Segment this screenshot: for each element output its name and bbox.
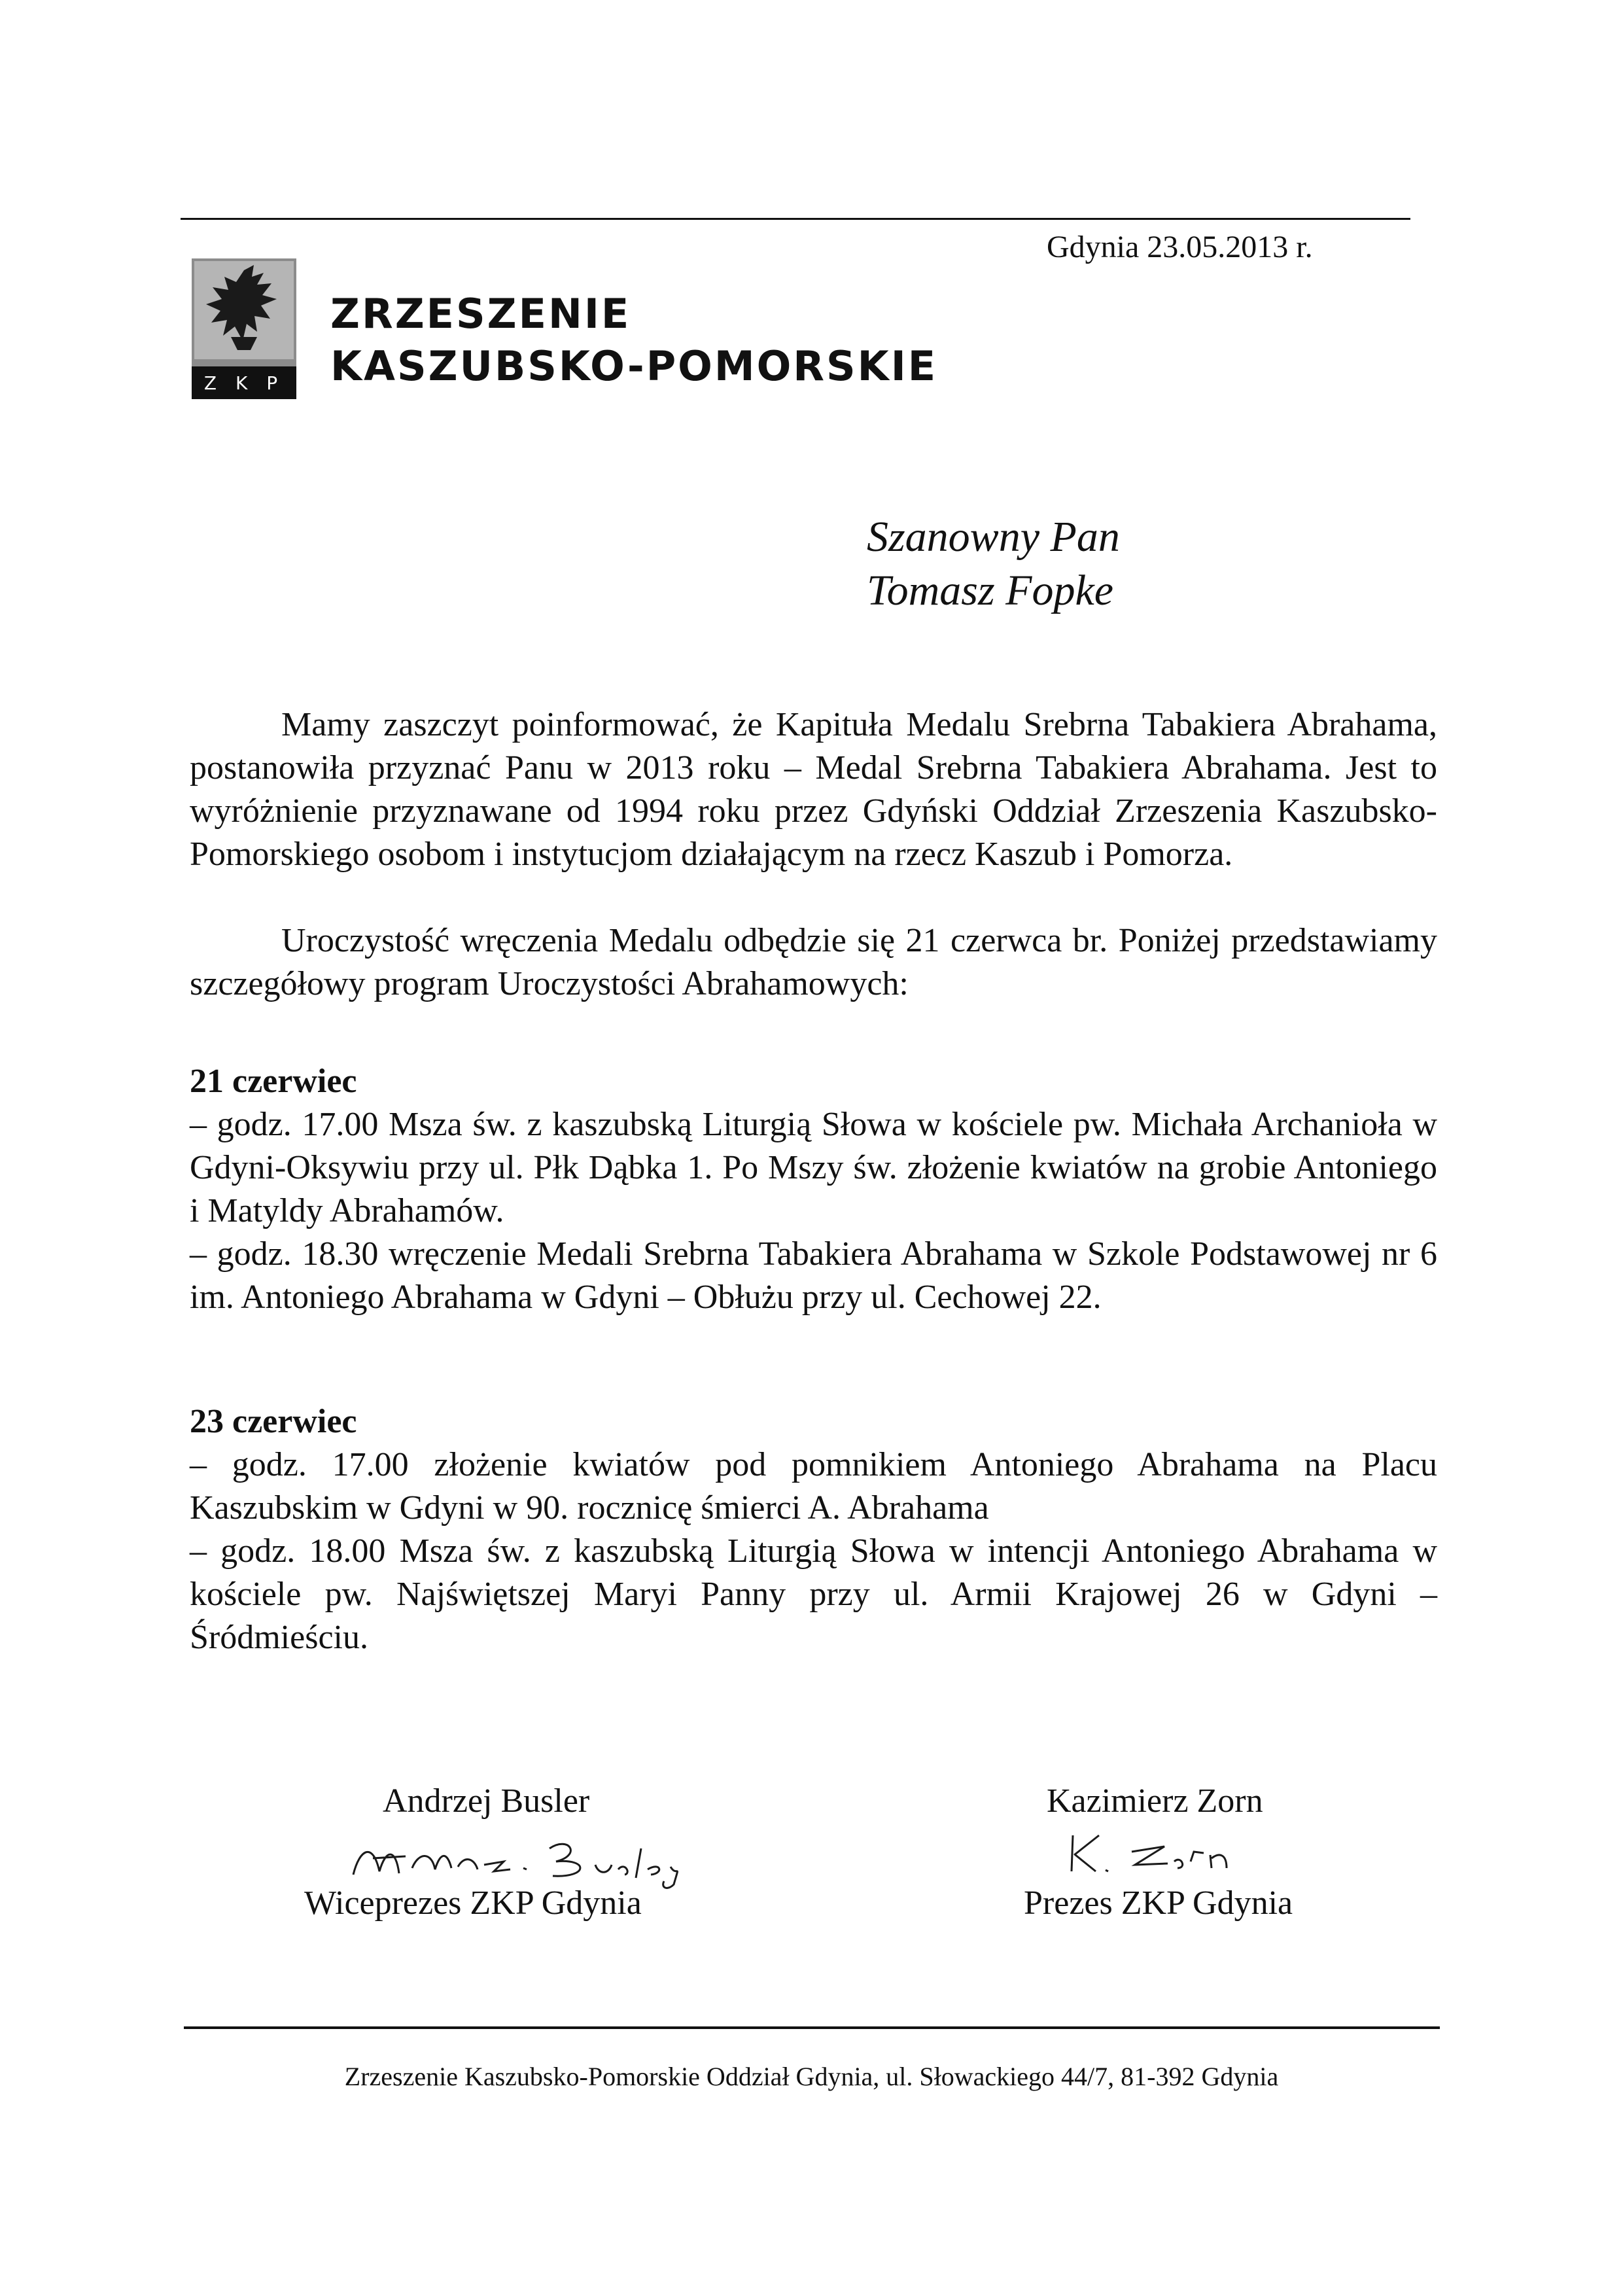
signatory-right-name: Kazimierz Zorn <box>1047 1782 1263 1820</box>
footer-address: Zrzeszenie Kaszubsko-Pomorskie Oddział Gdynia, ul. Słowackiego 44/7, 81-392 Gdynia <box>344 2062 1279 2091</box>
footer-rule <box>184 2026 1440 2029</box>
signatory-left-name: Andrzej Busler <box>383 1782 590 1820</box>
schedule-item: – godz. 18.00 Msza św. z kaszubską Liturgią Słowa w intencji Antoniego Abrahama w kościele pw. Najświętszej Maryi Panny przy ul. Armii Krajowej 26 w Gdyni – Śródmieściu. <box>190 1532 1437 1656</box>
header-rule <box>181 218 1410 220</box>
organization-name <box>330 288 937 393</box>
schedule-item: – godz. 17.00 Msza św. z kaszubską Liturgią Słowa w kościele pw. Michała Archanioła w Gdyni-Oksywiu przy ul. Płk Dąbka 1. Po Mszy św. złożenie kwiatów na grobie Antoniego i Matyldy Abrahamów. <box>190 1106 1437 1229</box>
schedule-day-heading: 23 czerwiec <box>190 1403 357 1440</box>
signature-right-handwritten <box>1060 1826 1282 1878</box>
schedule-item: – godz. 18.30 wręczenie Medali Srebrna Tabakiera Abrahama w Szkole Podstawowej nr 6 im. Antoniego Abrahama w Gdyni – Obłużu przy ul. Cechowej 22. <box>190 1235 1437 1316</box>
letter-date: Gdynia 23.05.2013 r. <box>1047 230 1313 264</box>
addressee-name: Tomasz Fopke <box>867 567 1114 614</box>
schedule-day-2 <box>190 1400 1437 1659</box>
body-paragraph-1: Mamy zaszczyt poinformować, że Kapituła Medalu Srebrna Tabakiera Abrahama, postanowiła przyznać Panu w 2013 roku – Medal Srebrna Tabakiera Abrahama. Jest to wyróżnienie przyznawane od 1994 roku przez Gdyński Oddział Zrzeszenia Kaszubsko-Pomorskiego osobom i instytucjom działającym na rzecz Kaszub i Pomorza. <box>190 706 1437 873</box>
schedule-day-heading: 21 czerwiec <box>190 1063 357 1100</box>
schedule-day-1 <box>190 1060 1437 1319</box>
body-paragraph-2: Uroczystość wręczenia Medalu odbędzie się 21 czerwca br. Poniżej przedstawiamy szczegółowy program Uroczystości Abrahamowych: <box>190 922 1437 1002</box>
addressee-salutation: Szanowny Pan <box>867 513 1120 561</box>
signatory-right-title: Prezes ZKP Gdynia <box>1024 1884 1293 1922</box>
addressee <box>867 510 1120 618</box>
zkp-logo <box>192 258 296 399</box>
org-name-line2: KASZUBSKO-POMORSKIE <box>330 342 938 390</box>
logo-lettering: Z K P <box>203 372 285 394</box>
signatory-left-title: Wiceprezes ZKP Gdynia <box>304 1884 642 1922</box>
org-name-line1: ZRZESZENIE <box>330 290 631 338</box>
schedule-item: – godz. 17.00 złożenie kwiatów pod pomnikiem Antoniego Abrahama na Placu Kaszubskim w Gdyni w 90. rocznicę śmierci A. Abrahama <box>190 1446 1437 1527</box>
